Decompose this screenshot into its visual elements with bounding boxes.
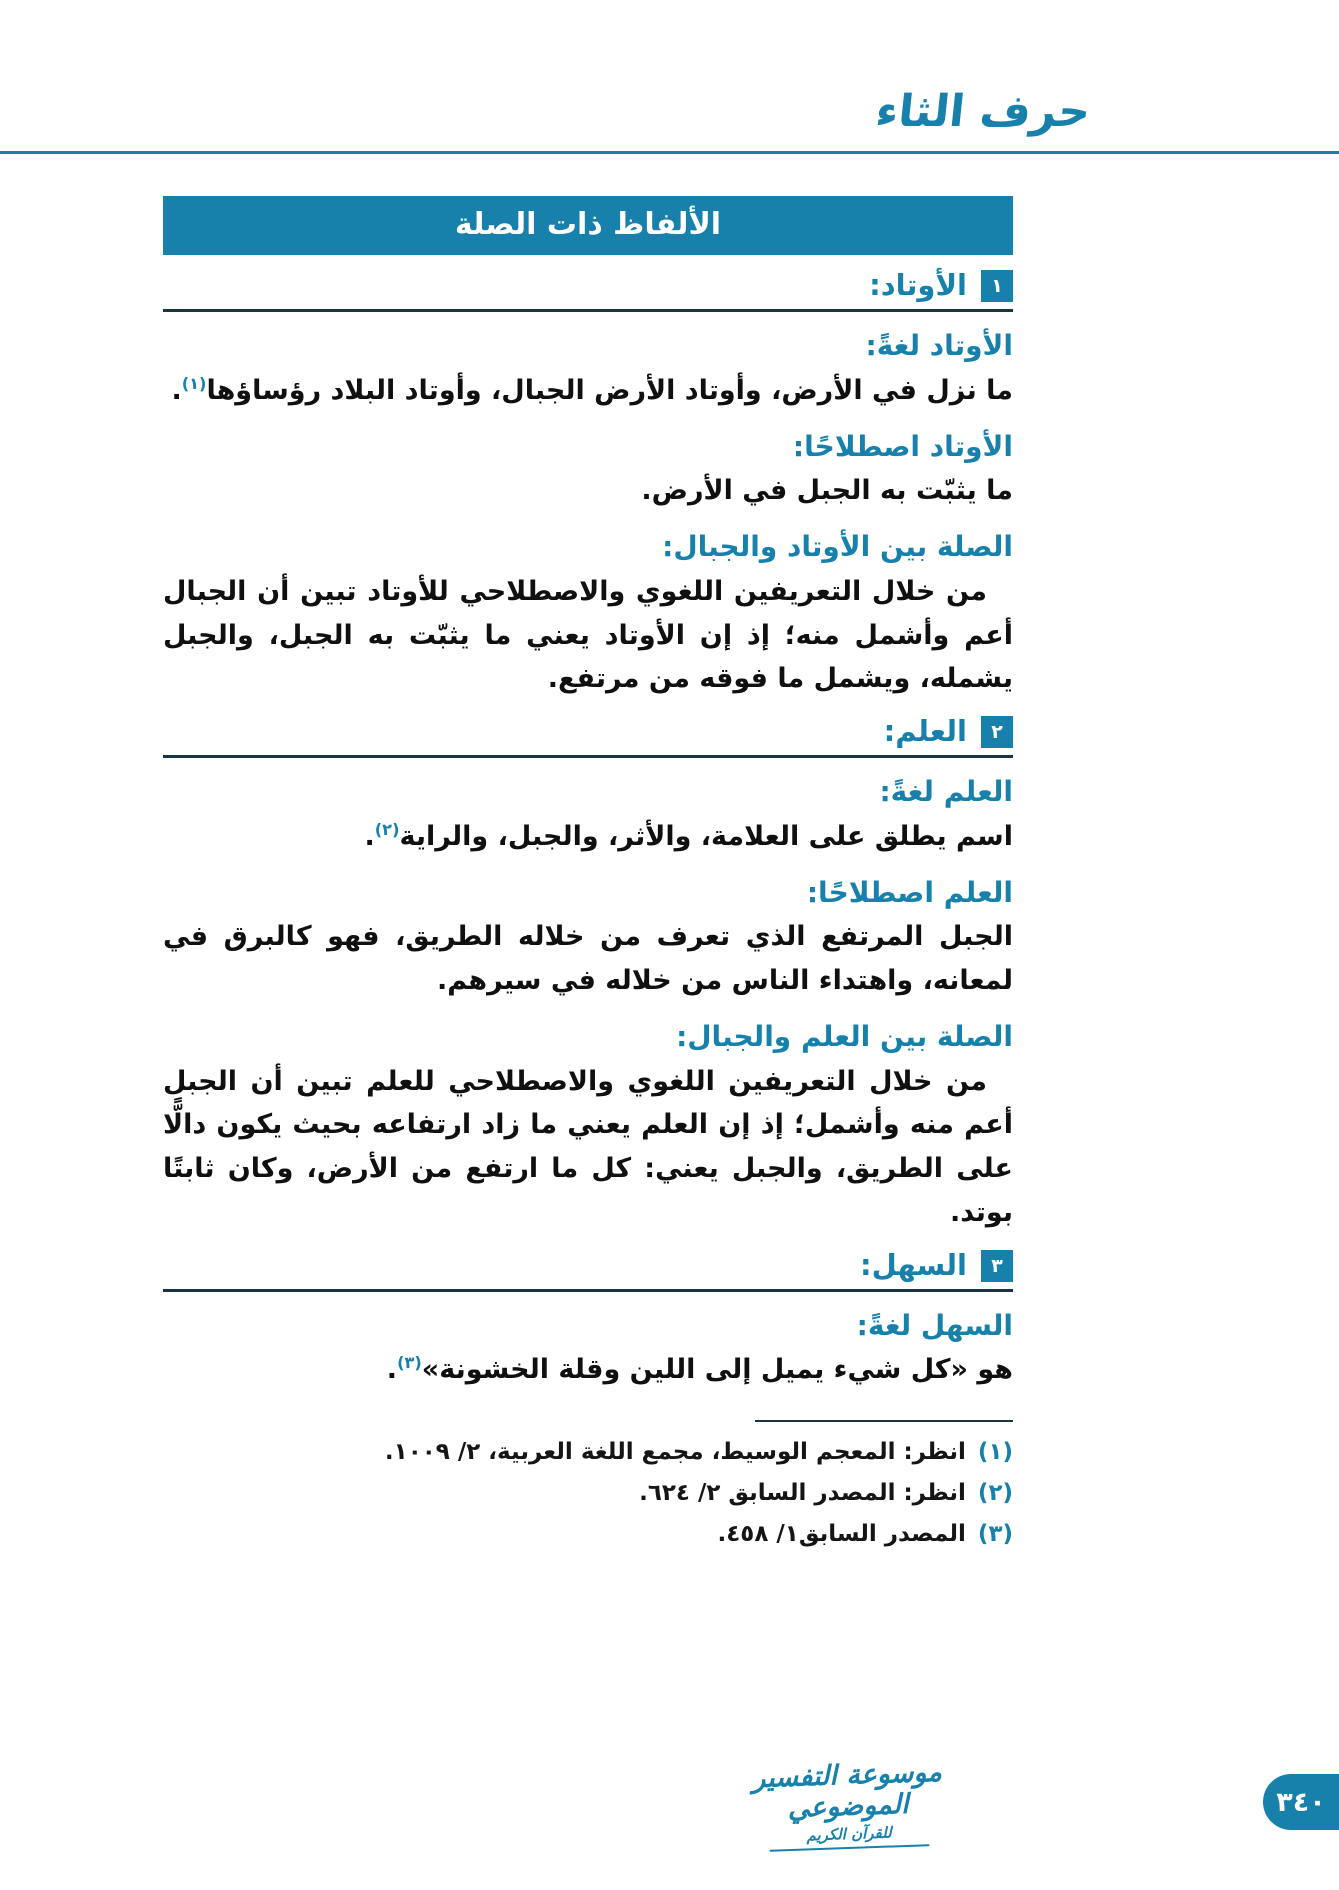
subheading: العلم اصطلاحًا: xyxy=(806,875,1013,909)
paragraph-text: هو «كل شيء يميل إلى اللين وقلة الخشونة» xyxy=(421,1354,1013,1386)
logo-flourish xyxy=(770,1844,930,1852)
paragraph: من خلال التعريفين اللغوي والاصطلاحي للأوتاد تبين أن الجبال أعم وأشمل منه؛ إذ إن الأوتاد يعني ما يثبّت به الجبل، والجبل يشمله، ويشمل ما فوقه من مرتفع. xyxy=(163,575,1013,695)
footnote-marker: (١) xyxy=(181,373,207,393)
section-number-badge: ١ xyxy=(981,270,1013,302)
paragraph: ما يثبّت به الجبل في الأرض. xyxy=(641,475,1013,507)
paragraph: من خلال التعريفين اللغوي والاصطلاحي للعلم تبين أن الجبل أعم منه وأشمل؛ إذ إن العلم يعني ما زاد ارتفاعه بحيث يكون دالًّا على الطريق، والجبل يعني: كل ما ارتفع من الأرض، وكان ثابتًا بوتد. xyxy=(163,1065,1013,1228)
section-title: العلم: xyxy=(883,714,967,749)
paragraph xyxy=(163,369,1013,413)
logo-subtitle: للقرآن الكريم xyxy=(806,1823,892,1845)
running-head: حرف الثاء xyxy=(873,86,1093,137)
paragraph xyxy=(163,815,1013,859)
footnotes xyxy=(163,1420,1013,1555)
paragraph xyxy=(163,1348,1013,1392)
footnote-number: (٣) xyxy=(977,1521,1013,1547)
paragraph-tail: . xyxy=(171,374,182,406)
section-banner: الألفاظ ذات الصلة xyxy=(163,196,1013,255)
paragraph-tail: . xyxy=(386,1354,398,1386)
paragraph-tail: . xyxy=(364,820,375,852)
footnote-marker: (٣) xyxy=(397,1353,422,1373)
paragraph-text: اسم يطلق على العلامة، والأثر، والجبل، والراية xyxy=(399,820,1013,852)
section-header xyxy=(163,270,1013,302)
subheading: العلم لغةً: xyxy=(879,775,1013,809)
page-number-badge: ٣٤٠ xyxy=(1263,1774,1339,1830)
section-number-badge: ٢ xyxy=(981,716,1013,748)
subheading: الصلة بين العلم والجبال: xyxy=(676,1019,1013,1053)
section-divider xyxy=(163,309,1013,312)
section-divider xyxy=(163,755,1013,758)
footnote-text: انظر: المعجم الوسيط، مجمع اللغة العربية، ٢/ ١٠٠٩. xyxy=(384,1439,966,1466)
footnote-text: المصدر السابق١/ ٤٥٨. xyxy=(717,1521,966,1547)
footnote-marker: (٢) xyxy=(374,819,400,839)
footnote-number: (٢) xyxy=(977,1480,1013,1507)
footnote-number: (١) xyxy=(977,1439,1013,1466)
footnote-separator xyxy=(755,1420,1013,1422)
publisher-logo xyxy=(732,1756,965,1853)
paragraph: الجبل المرتفع الذي تعرف من خلاله الطريق، فهو كالبرق في لمعانه، واهتداء الناس من خلاله في سيرهم. xyxy=(163,921,1013,997)
footnote xyxy=(163,1473,1013,1514)
subheading: السهل لغةً: xyxy=(856,1308,1013,1342)
section-header xyxy=(163,1247,1013,1282)
section-header xyxy=(163,716,1013,748)
header-rule xyxy=(0,151,1339,154)
footnote xyxy=(163,1514,1013,1555)
section-title: الأوتاد: xyxy=(869,268,967,303)
section-title: السهل: xyxy=(860,1247,967,1282)
paragraph-text: ما نزل في الأرض، وأوتاد الأرض الجبال، وأوتاد البلاد رؤساؤها xyxy=(206,374,1013,406)
section-divider xyxy=(163,1289,1013,1292)
footnote-text: انظر: المصدر السابق ٢/ ٦٢٤. xyxy=(639,1480,966,1507)
subheading: الأوتاد اصطلاحًا: xyxy=(792,429,1013,463)
subheading: الصلة بين الأوتاد والجبال: xyxy=(662,530,1013,564)
logo-title: موسوعة التفسير الموضوعي xyxy=(751,1756,943,1825)
section-number-badge: ٣ xyxy=(981,1250,1013,1282)
footnote xyxy=(163,1432,1013,1473)
subheading: الأوتاد لغةً: xyxy=(865,329,1013,362)
content-column xyxy=(163,196,1013,1555)
